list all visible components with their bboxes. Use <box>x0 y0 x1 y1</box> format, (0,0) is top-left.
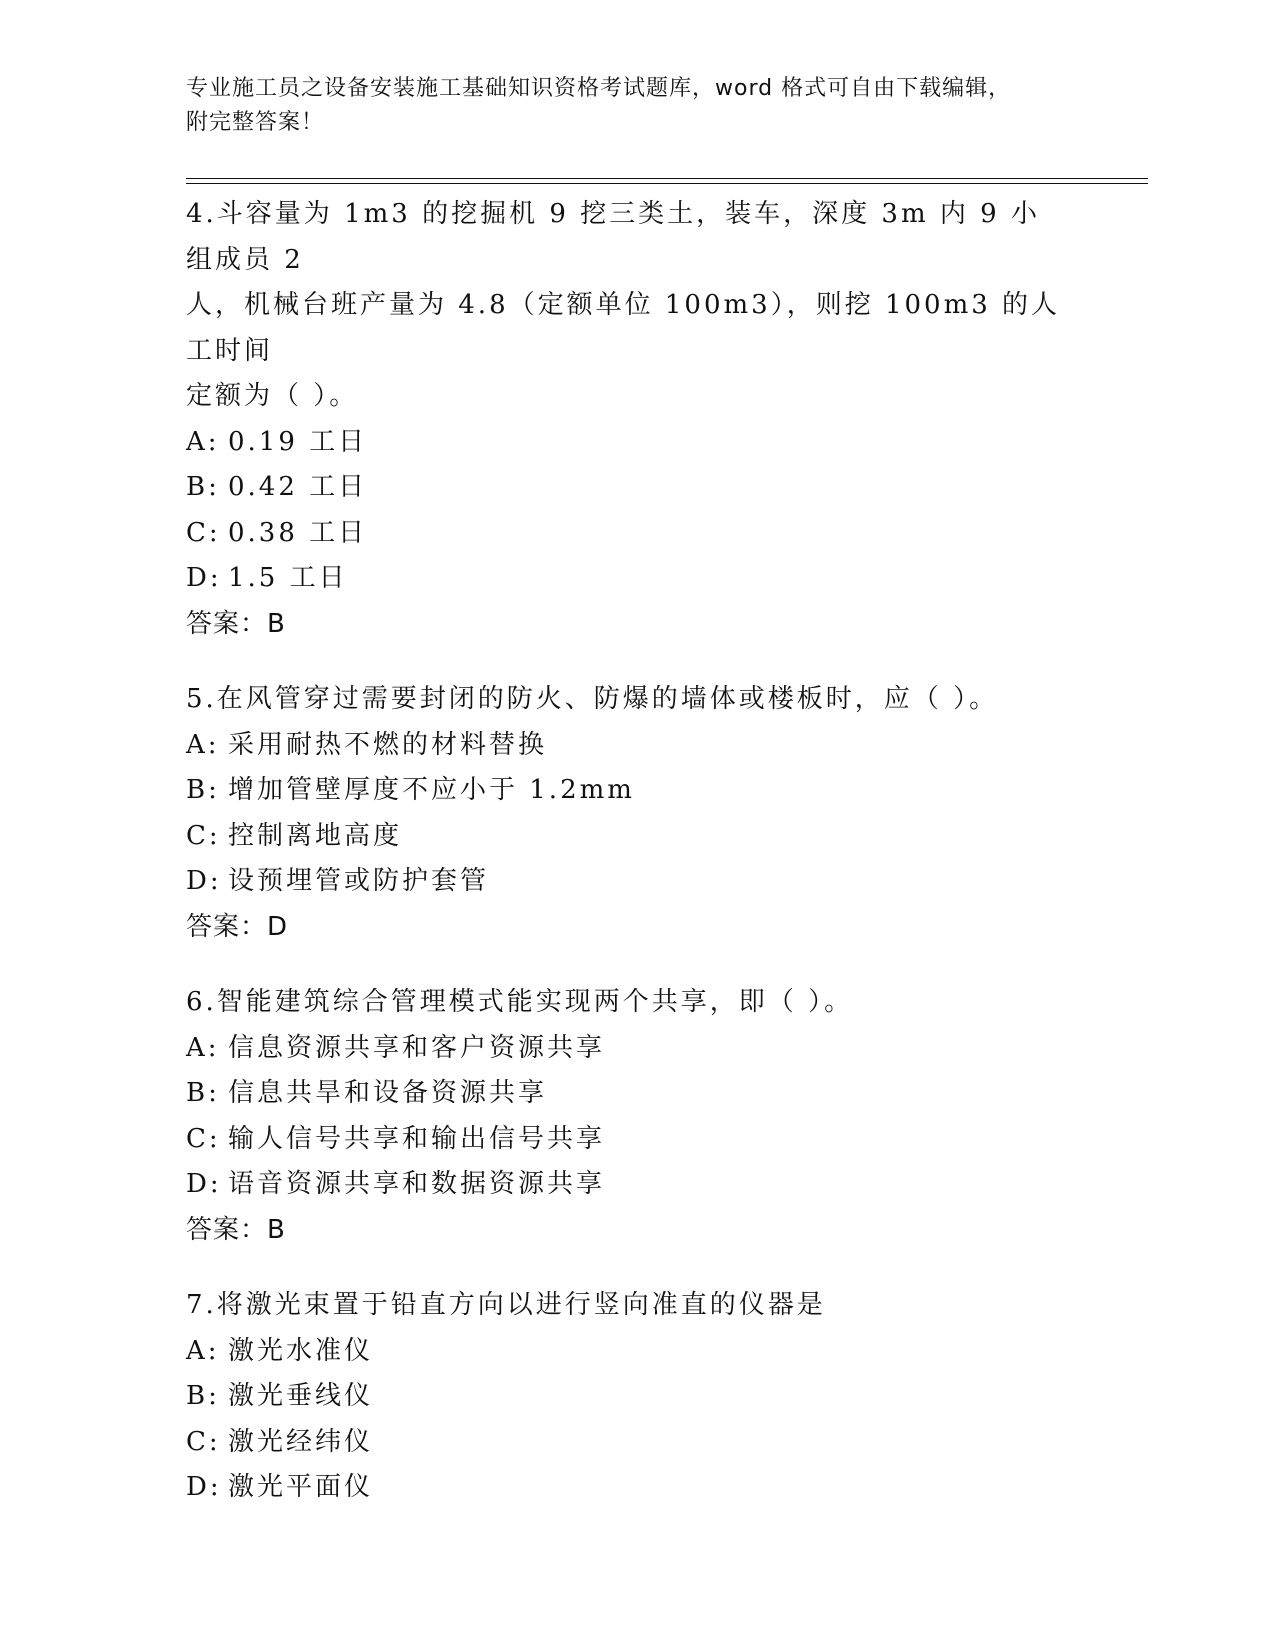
option-b <box>186 768 1086 814</box>
option-letter: C: <box>186 1426 221 1457</box>
question-5 <box>186 677 1086 950</box>
option-letter: A: <box>186 1032 220 1063</box>
question-list <box>186 192 1086 1511</box>
option-text: 信息资源共享和客户资源共享 <box>228 1032 606 1063</box>
answer-line: 答案：B <box>186 608 286 639</box>
option-d <box>186 859 1086 905</box>
option-text: 信息共旱和设备资源共享 <box>228 1078 548 1108</box>
option-text: 采用耐热不燃的材料替换 <box>228 729 548 760</box>
option-d <box>186 556 1086 602</box>
question-stem: 7.将激光束置于铅直方向以进行竖向准直的仪器是 <box>186 1290 826 1320</box>
option-text: 激光经纬仪 <box>228 1426 374 1457</box>
option-letter: D: <box>186 1472 222 1502</box>
option-c <box>186 1117 1086 1163</box>
option-letter: B: <box>186 775 220 805</box>
option-text: 1.5 工日 <box>228 563 348 593</box>
option-letter: A: <box>186 729 220 760</box>
document-header <box>186 72 1086 140</box>
option-letter: D: <box>186 563 222 593</box>
option-a <box>186 723 1086 769</box>
question-7 <box>186 1283 1086 1511</box>
option-c <box>186 511 1086 557</box>
option-b <box>186 1071 1086 1117</box>
option-a <box>186 1329 1086 1375</box>
option-b <box>186 465 1086 511</box>
option-letter: C: <box>186 820 221 851</box>
option-text: 语音资源共享和数据资源共享 <box>228 1169 606 1199</box>
option-text: 设预埋管或防护套管 <box>228 866 490 896</box>
option-text: 0.42 工日 <box>228 472 368 502</box>
question-stem: 4.斗容量为 1m3 的挖掘机 9 挖三类土，装车，深度 3m 内 9 小组成员 2 人，机械台班产量为 4.8（定额单位 100m3），则挖 100m3 的人工时间 定额为（ ）。 <box>186 199 1061 411</box>
option-text: 激光垂线仪 <box>228 1381 374 1411</box>
question-stem: 6.智能建筑综合管理模式能实现两个共享，即（ ）。 <box>186 987 854 1017</box>
option-text: 激光平面仪 <box>228 1472 374 1502</box>
option-a <box>186 1026 1086 1072</box>
option-letter: A: <box>186 1335 220 1366</box>
question-stem: 5.在风管穿过需要封闭的防火、防爆的墙体或楼板时，应（ ）。 <box>186 684 999 714</box>
option-text: 0.38 工日 <box>228 517 368 548</box>
option-letter: C: <box>186 517 221 548</box>
option-a <box>186 420 1086 466</box>
option-c <box>186 1420 1086 1466</box>
option-b <box>186 1374 1086 1420</box>
option-text: 输人信号共享和输出信号共享 <box>228 1123 606 1154</box>
option-c <box>186 814 1086 860</box>
answer-line: 答案：B <box>186 1214 286 1245</box>
option-letter: D: <box>186 866 222 896</box>
question-4 <box>186 192 1086 647</box>
option-text: 增加管壁厚度不应小于 1.2mm <box>228 775 635 805</box>
header-divider-top <box>186 178 1148 179</box>
question-6 <box>186 980 1086 1253</box>
option-letter: C: <box>186 1123 221 1154</box>
header-line-1: 专业施工员之设备安装施工基础知识资格考试题库，word 格式可自由下载编辑， <box>186 76 1012 101</box>
option-letter: B: <box>186 1078 220 1108</box>
option-d <box>186 1465 1086 1511</box>
option-d <box>186 1162 1086 1208</box>
option-text: 激光水准仪 <box>228 1335 374 1366</box>
answer-line: 答案：D <box>186 911 289 942</box>
option-letter: D: <box>186 1169 222 1199</box>
option-text: 控制离地高度 <box>228 820 403 851</box>
header-line-2: 附完整答案！ <box>186 110 325 135</box>
option-letter: A: <box>186 426 220 457</box>
option-letter: B: <box>186 472 220 502</box>
option-text: 0.19 工日 <box>228 426 368 457</box>
header-divider-bottom <box>186 183 1148 184</box>
option-letter: B: <box>186 1381 220 1411</box>
